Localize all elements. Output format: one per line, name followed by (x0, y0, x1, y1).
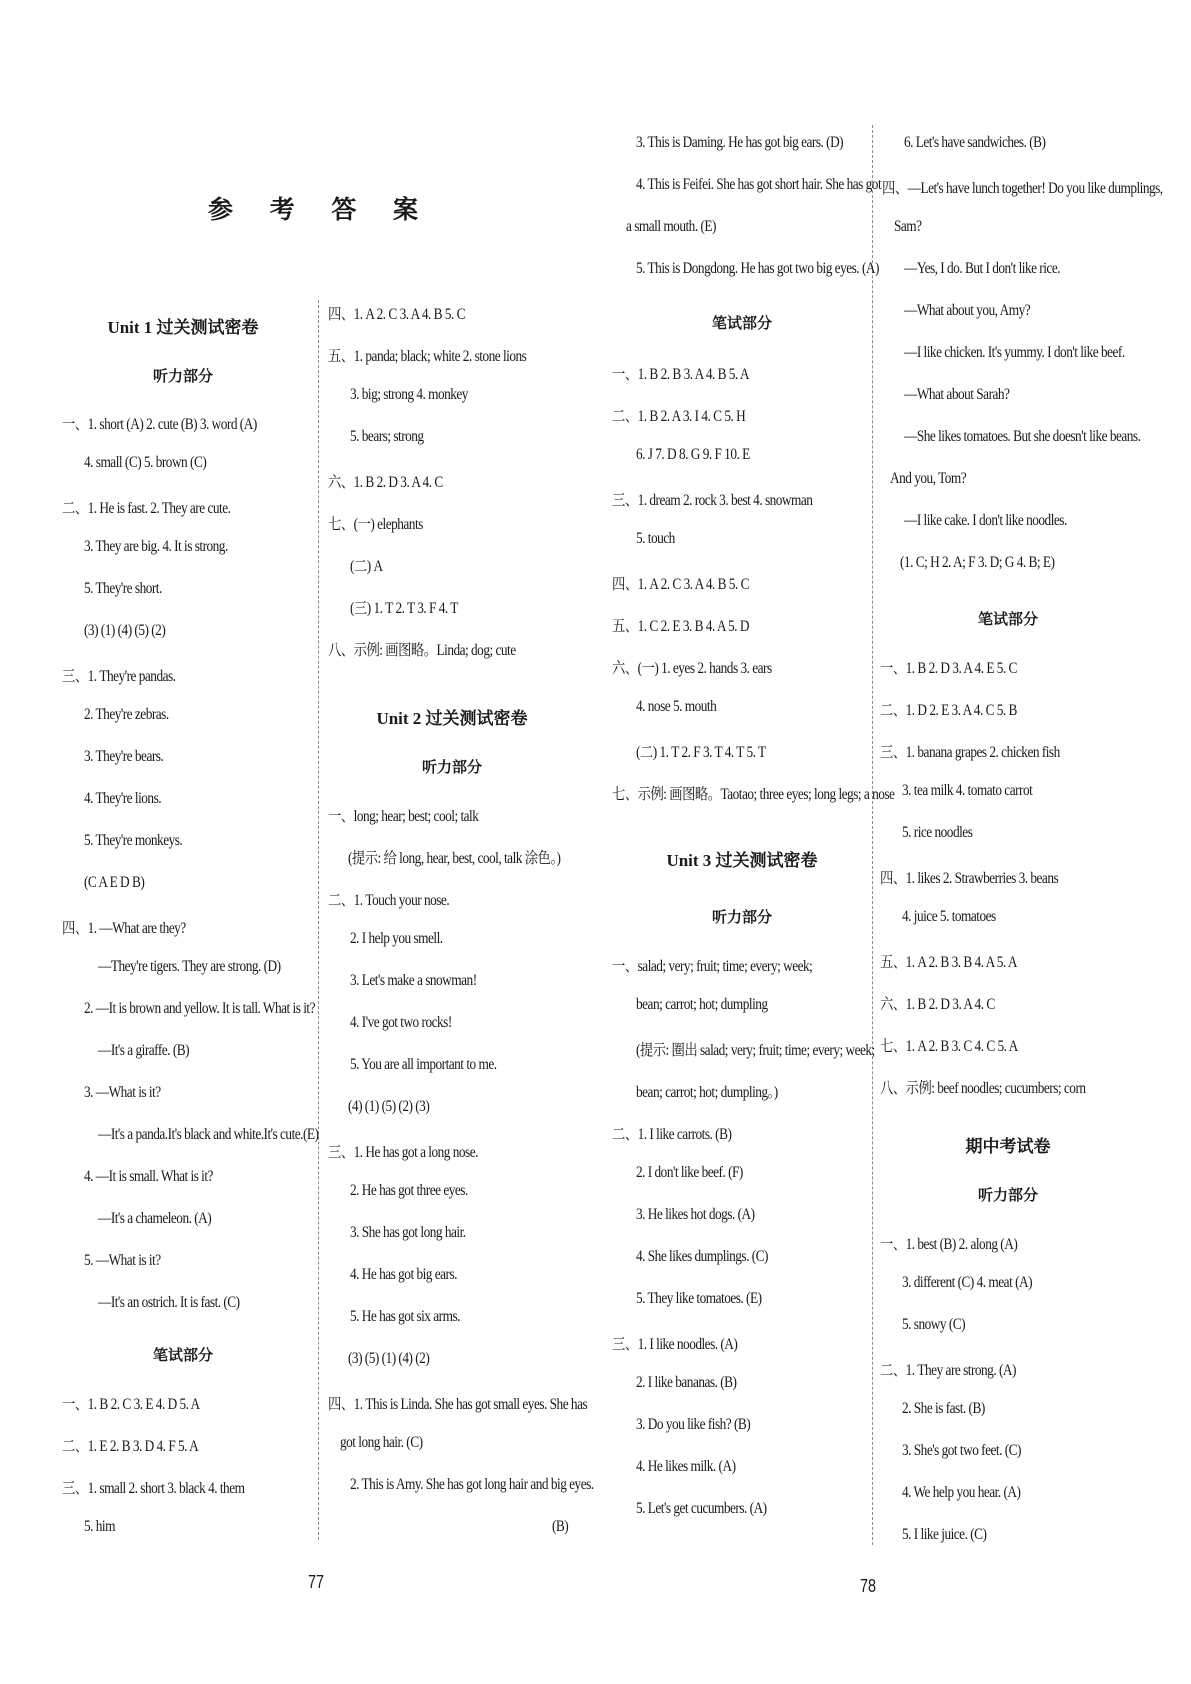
answer-line: Sam? (894, 218, 922, 235)
answer-line: —It's a panda.It's black and white.It's cute.(E) (98, 1126, 319, 1143)
answer-line: 3. He likes hot dogs. (A) (636, 1206, 755, 1223)
page-title: 参 考 答 案 (207, 195, 433, 224)
answer-line: —It's a giraffe. (B) (98, 1042, 190, 1059)
answer-line: 四、1. likes 2. Strawberries 3. beans (880, 870, 1059, 887)
subsection-heading: 听力部分 (421, 758, 483, 776)
answer-line: (二) A (350, 558, 383, 575)
section-heading: Unit 2 过关测试密卷 (376, 709, 528, 728)
section-heading: Unit 3 过关测试密卷 (666, 851, 818, 870)
answer-line: 5. He has got six arms. (350, 1308, 460, 1325)
answer-line: 4. We help you hear. (A) (902, 1484, 1021, 1501)
answer-line: 5. You are all important to me. (350, 1056, 497, 1073)
answer-line: 七、示例: 画图略。Taotao; three eyes; long legs; a nose (612, 786, 895, 803)
answer-line: 五、1. A 2. B 3. B 4. A 5. A (880, 954, 1017, 971)
section-heading: 期中考试卷 (965, 1137, 1051, 1156)
answer-line: 一、salad; very; fruit; time; every; week; (612, 958, 813, 975)
answer-line: 5. This is Dongdong. He has got two big eyes. (A) (636, 260, 879, 277)
answer-line: 4. small (C) 5. brown (C) (84, 454, 207, 471)
answer-line: 2. I help you smell. (350, 930, 443, 947)
answer-line: 二、1. He is fast. 2. They are cute. (62, 500, 231, 517)
answer-line: 二、1. B 2. A 3. I 4. C 5. H (612, 408, 746, 425)
answer-line: 三、1. He has got a long nose. (328, 1144, 478, 1161)
answer-line: 一、1. best (B) 2. along (A) (880, 1236, 1018, 1253)
answer-line: 一、1. short (A) 2. cute (B) 3. word (A) (62, 416, 257, 433)
answer-line: —Yes, I do. But I don't like rice. (904, 260, 1061, 277)
section-heading: Unit 1 过关测试密卷 (107, 318, 259, 337)
answer-line: bean; carrot; hot; dumpling。) (636, 1084, 778, 1101)
subsection-heading: 听力部分 (711, 908, 773, 926)
answer-line: a small mouth. (E) (626, 218, 716, 235)
answer-line: 七、1. A 2. B 3. C 4. C 5. A (880, 1038, 1018, 1055)
answer-line: 一、1. B 2. D 3. A 4. E 5. C (880, 660, 1017, 677)
answer-line: 3. Let's make a snowman! (350, 972, 477, 989)
answer-line: 四、1. —What are they? (62, 920, 186, 937)
answer-line: —She likes tomatoes. But she doesn't like beans. (904, 428, 1141, 445)
answer-line: —I like chicken. It's yummy. I don't like beef. (904, 344, 1125, 361)
answer-line: 三、1. banana grapes 2. chicken fish (880, 744, 1060, 761)
answer-line: 6. Let's have sandwiches. (B) (904, 134, 1046, 151)
answer-line: 八、示例: beef noodles; cucumbers; corn (880, 1080, 1086, 1097)
answer-line: 3. big; strong 4. monkey (350, 386, 468, 403)
answer-line: (提示: 给 long, hear, best, cool, talk 涂色。) (348, 850, 561, 867)
answer-line: 四、1. A 2. C 3. A 4. B 5. C (612, 576, 749, 593)
answer-line: bean; carrot; hot; dumpling (636, 996, 768, 1013)
answer-line: (三) 1. T 2. T 3. F 4. T (350, 600, 458, 617)
answer-line: 2. I don't like beef. (F) (636, 1164, 743, 1181)
answer-line: 一、1. B 2. C 3. E 4. D 5. A (62, 1396, 200, 1413)
answer-line: 三、1. dream 2. rock 3. best 4. snowman (612, 492, 813, 509)
answer-line: 5. Let's get cucumbers. (A) (636, 1500, 767, 1517)
answer-line: 5. I like juice. (C) (902, 1526, 987, 1543)
answer-line: 3. Do you like fish? (B) (636, 1416, 751, 1433)
answer-line: (提示: 圈出 salad; very; fruit; time; every; week; (636, 1042, 875, 1059)
answer-line: 6. J 7. D 8. G 9. F 10. E (636, 446, 750, 463)
answer-line: 3. —What is it? (84, 1084, 161, 1101)
subsection-heading: 听力部分 (152, 367, 214, 385)
answer-line: (3) (5) (1) (4) (2) (348, 1350, 430, 1367)
answer-line: 5. They're short. (84, 580, 162, 597)
answer-line: (C A E D B) (84, 874, 145, 891)
answer-line: 一、1. B 2. B 3. A 4. B 5. A (612, 366, 749, 383)
answer-line: 二、1. D 2. E 3. A 4. C 5. B (880, 702, 1017, 719)
answer-line: 5. him (84, 1518, 115, 1535)
answer-line: 3. different (C) 4. meat (A) (902, 1274, 1033, 1291)
subsection-heading: 笔试部分 (711, 314, 773, 332)
answer-line: —It's a chameleon. (A) (98, 1210, 212, 1227)
answer-line: 六、(一) 1. eyes 2. hands 3. ears (612, 660, 772, 677)
answer-line: 4. He has got big ears. (350, 1266, 457, 1283)
answer-line: 五、1. panda; black; white 2. stone lions (328, 348, 527, 365)
answer-line: 4. They're lions. (84, 790, 162, 807)
column-divider-2 (872, 125, 873, 1545)
column-divider-1 (318, 300, 319, 1540)
answer-line: 四、1. A 2. C 3. A 4. B 5. C (328, 306, 465, 323)
answer-line: 六、1. B 2. D 3. A 4. C (880, 996, 995, 1013)
answer-line: 五、1. C 2. E 3. B 4. A 5. D (612, 618, 749, 635)
answer-line: 二、1. E 2. B 3. D 4. F 5. A (62, 1438, 199, 1455)
subsection-heading: 笔试部分 (977, 610, 1039, 628)
answer-line: 2. I like bananas. (B) (636, 1374, 737, 1391)
answer-line: 4. juice 5. tomatoes (902, 908, 996, 925)
answer-line: 一、long; hear; best; cool; talk (328, 808, 479, 825)
answer-line: 5. They're monkeys. (84, 832, 183, 849)
answer-line: 二、1. They are strong. (A) (880, 1362, 1016, 1379)
answer-line: 3. She's got two feet. (C) (902, 1442, 1021, 1459)
answer-line: 4. This is Feifei. She has got short hair. She has got (636, 176, 882, 193)
answer-line: 4. I've got two rocks! (350, 1014, 452, 1031)
answer-line: 七、(一) elephants (328, 516, 423, 533)
page-number-right: 78 (860, 1576, 877, 1596)
answer-line: (二) 1. T 2. F 3. T 4. T 5. T (636, 744, 766, 761)
answer-line: —They're tigers. They are strong. (D) (98, 958, 281, 975)
answer-line: 三、1. They're pandas. (62, 668, 176, 685)
answer-line: 2. She is fast. (B) (902, 1400, 985, 1417)
answer-line: 四、1. This is Linda. She has got small eyes. She has (328, 1396, 588, 1413)
answer-line: 4. She likes dumplings. (C) (636, 1248, 768, 1265)
answer-line: 2. This is Amy. She has got long hair and big eyes. (350, 1476, 594, 1493)
answer-line: 四、—Let's have lunch together! Do you like dumplings, (882, 180, 1163, 197)
answer-line: —What about Sarah? (904, 386, 1010, 403)
answer-line: (B) (552, 1518, 569, 1535)
answer-line: 4. nose 5. mouth (636, 698, 717, 715)
page-number-left: 77 (308, 1572, 325, 1592)
answer-line: 3. This is Daming. He has got big ears. (D) (636, 134, 844, 151)
answer-line: —I like cake. I don't like noodles. (904, 512, 1067, 529)
answer-line: 2. —It is brown and yellow. It is tall. What is it? (84, 1000, 315, 1017)
answer-line: 3. They're bears. (84, 748, 164, 765)
answer-line: —What about you, Amy? (904, 302, 1031, 319)
answer-line: 三、1. small 2. short 3. black 4. them (62, 1480, 245, 1497)
answer-line: 六、1. B 2. D 3. A 4. C (328, 474, 443, 491)
answer-line: —It's an ostrich. It is fast. (C) (98, 1294, 240, 1311)
answer-line: 二、1. Touch your nose. (328, 892, 450, 909)
answer-line: 八、示例: 画图略。Linda; dog; cute (328, 642, 516, 659)
answer-line: 4. —It is small. What is it? (84, 1168, 213, 1185)
answer-line: 3. tea milk 4. tomato carrot (902, 782, 1033, 799)
answer-line: 2. He has got three eyes. (350, 1182, 468, 1199)
subsection-heading: 笔试部分 (152, 1346, 214, 1364)
answer-line: 2. They're zebras. (84, 706, 169, 723)
answer-line: 5. touch (636, 530, 675, 547)
answer-line: 4. He likes milk. (A) (636, 1458, 736, 1475)
answer-line: 三、1. I like noodles. (A) (612, 1336, 738, 1353)
answer-line: And you, Tom? (890, 470, 967, 487)
answer-line: 5. snowy (C) (902, 1316, 966, 1333)
answer-line: 5. They like tomatoes. (E) (636, 1290, 762, 1307)
answer-line: (1. C; H 2. A; F 3. D; G 4. B; E) (900, 554, 1055, 571)
answer-line: 5. —What is it? (84, 1252, 161, 1269)
answer-line: (3) (1) (4) (5) (2) (84, 622, 166, 639)
answer-line: (4) (1) (5) (2) (3) (348, 1098, 430, 1115)
subsection-heading: 听力部分 (977, 1186, 1039, 1204)
answer-line: 5. rice noodles (902, 824, 973, 841)
answer-line: 二、1. I like carrots. (B) (612, 1126, 732, 1143)
answer-line: got long hair. (C) (340, 1434, 423, 1451)
answer-line: 3. She has got long hair. (350, 1224, 466, 1241)
answer-line: 5. bears; strong (350, 428, 424, 445)
answer-line: 3. They are big. 4. It is strong. (84, 538, 228, 555)
